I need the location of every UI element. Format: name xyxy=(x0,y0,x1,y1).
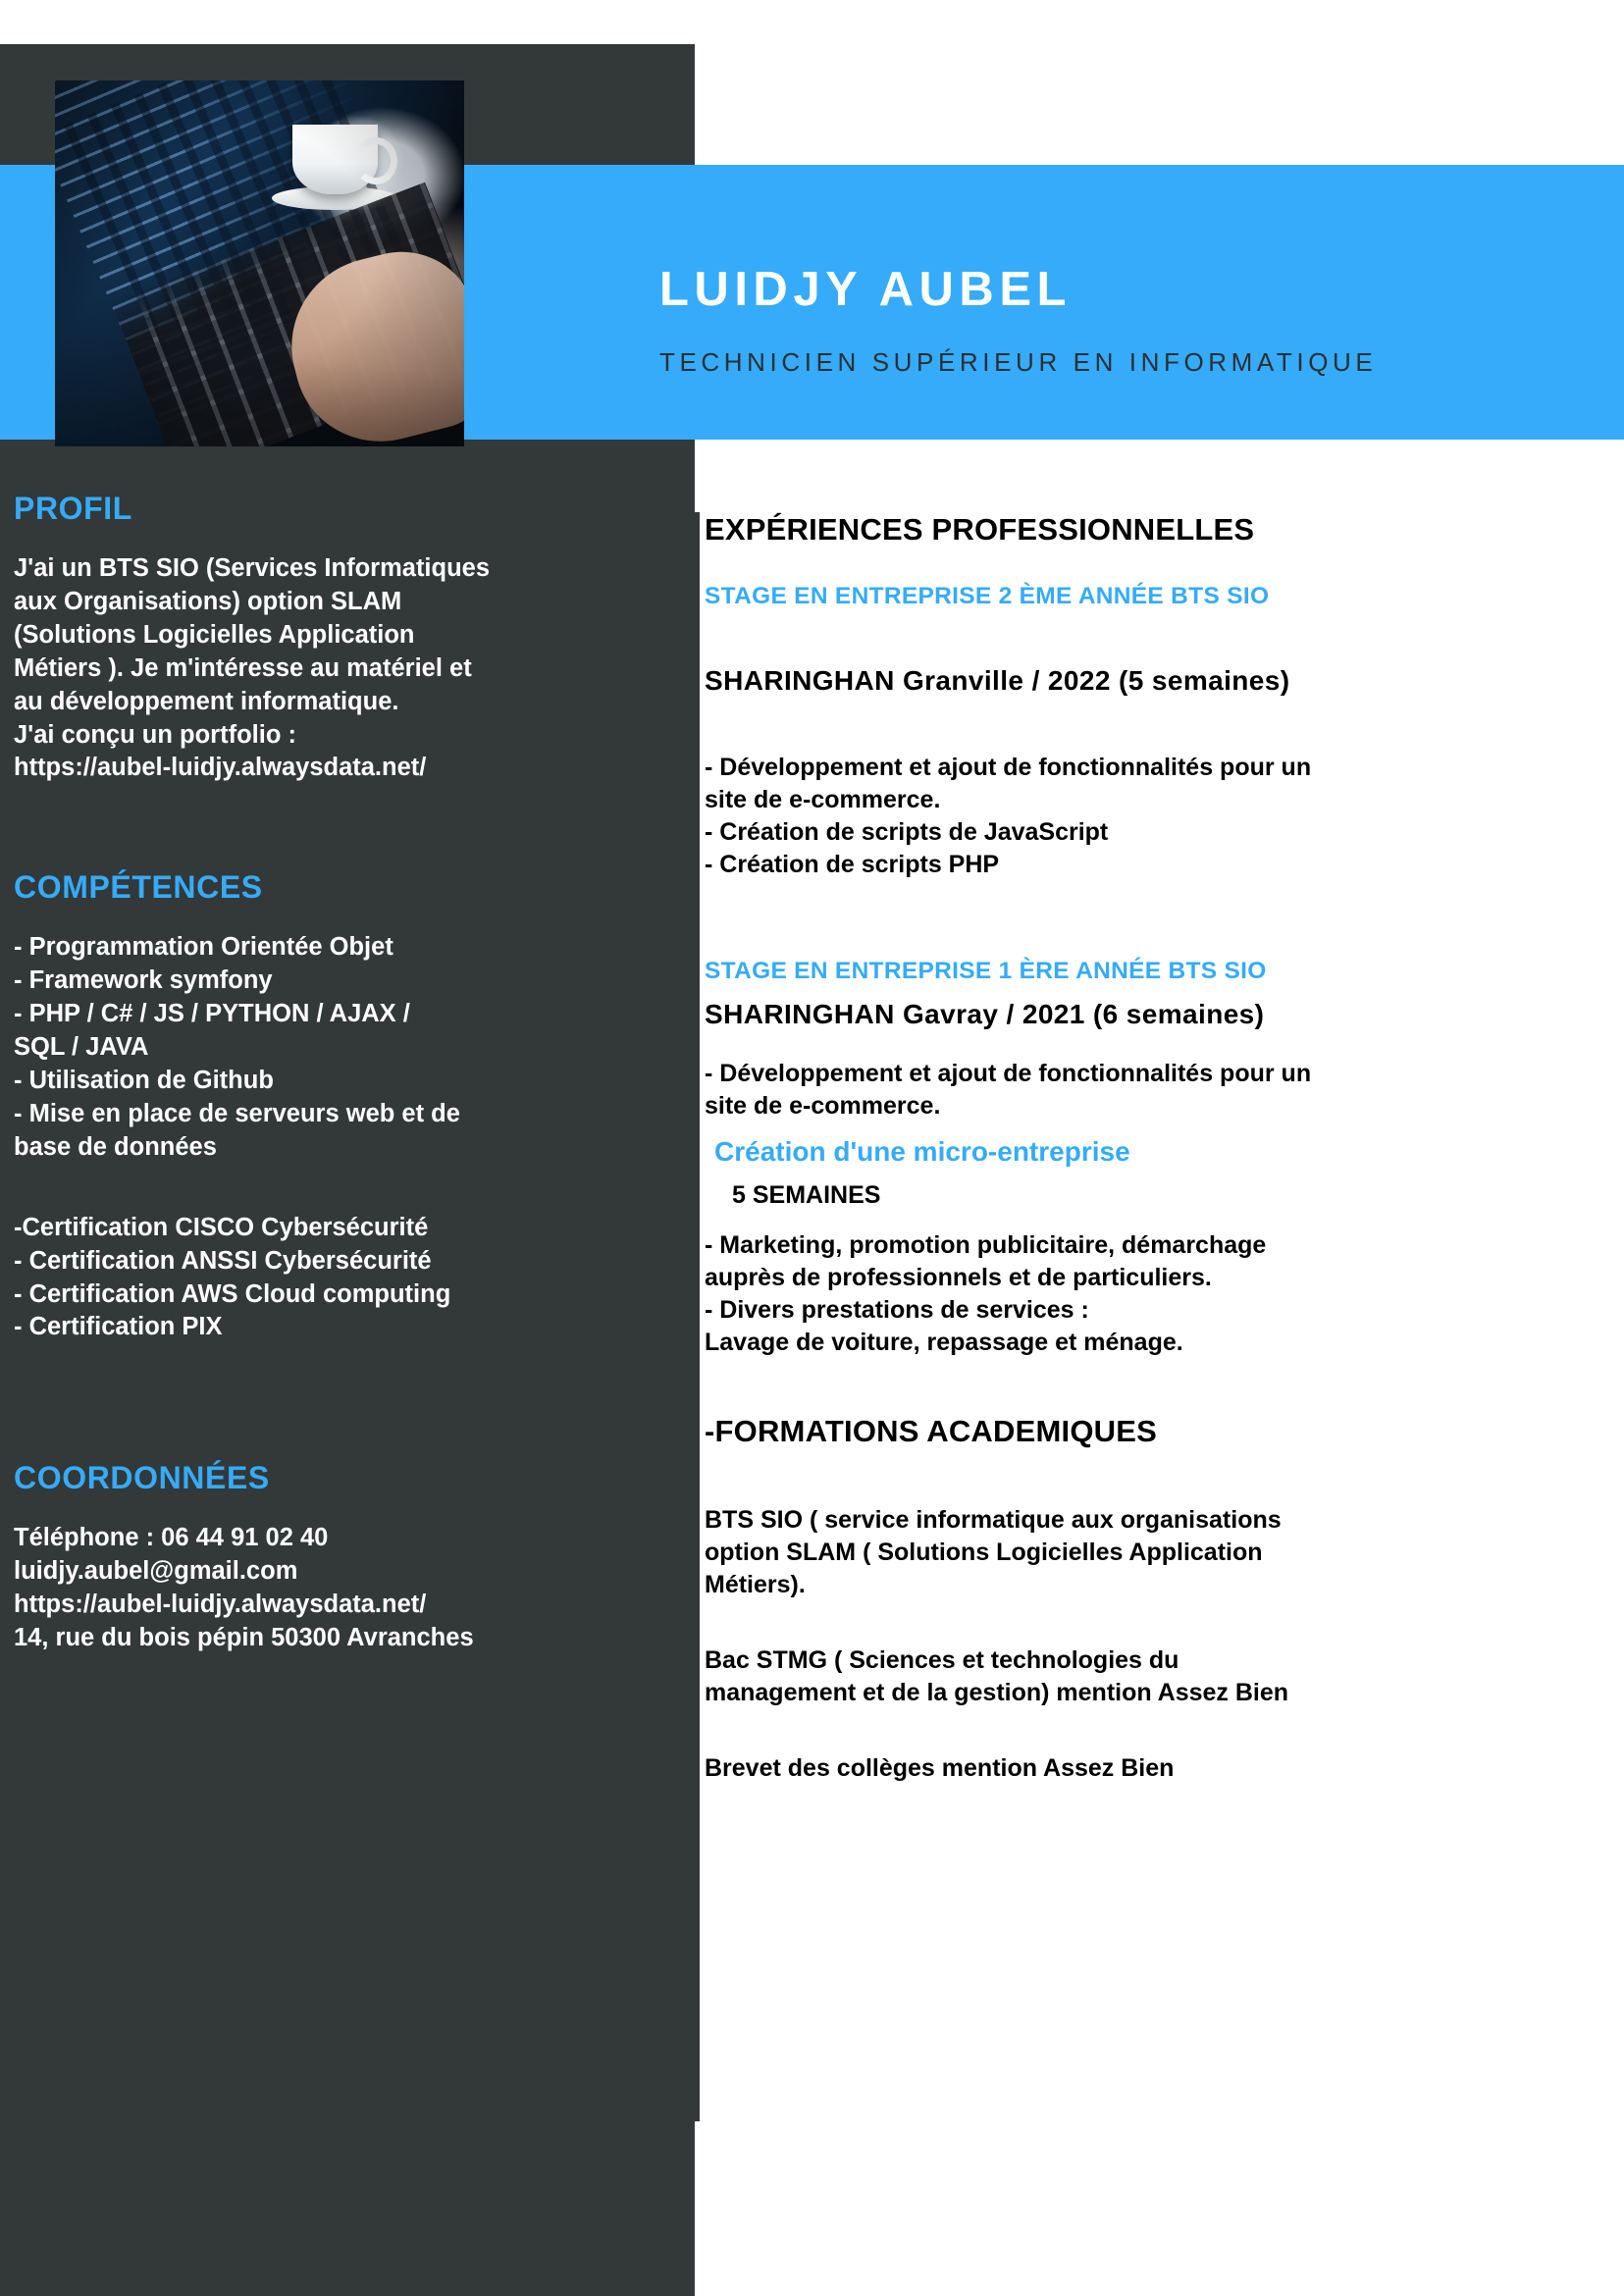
spacer xyxy=(705,1122,1568,1136)
spacer xyxy=(705,1210,1568,1229)
list-item: auprès de professionnels et de particuliers. xyxy=(705,1264,1212,1291)
list-item: - Création de scripts PHP xyxy=(705,851,1000,878)
spacer xyxy=(705,1168,1568,1181)
list-item: - Développement et ajout de fonctionnalités pour un xyxy=(705,1060,1312,1087)
profil-paragraph xyxy=(14,552,661,785)
section-heading-profil: PROFIL xyxy=(14,491,132,526)
laptop-coding-photo xyxy=(55,80,464,446)
profil-line: J'ai conçu un portfolio : xyxy=(14,720,296,749)
photo-vignette xyxy=(55,80,464,446)
list-item: site de e-commerce. xyxy=(705,1092,941,1120)
formation-line: Bac STMG ( Sciences et technologies du xyxy=(705,1646,1179,1674)
list-item: - Création de scripts de JavaScript xyxy=(705,818,1109,846)
stage2-bullets xyxy=(705,752,1568,881)
list-item: - Framework symfony xyxy=(14,966,273,995)
left-column xyxy=(14,491,661,1655)
profil-line: J'ai un BTS SIO (Services Informatiques xyxy=(14,554,491,582)
spacer xyxy=(705,1601,1568,1644)
spacer xyxy=(14,785,661,869)
micro-entreprise-heading: Création d'une micro-entreprise xyxy=(714,1136,1130,1167)
website-line[interactable]: https://aubel-luidjy.alwaysdata.net/ xyxy=(14,1591,427,1619)
portfolio-url[interactable]: https://aubel-luidjy.alwaysdata.net/ xyxy=(14,754,427,782)
spacer xyxy=(705,697,1568,752)
spacer xyxy=(705,881,1568,958)
phone-line[interactable]: Téléphone : 06 44 91 02 40 xyxy=(14,1524,329,1552)
formation-entry-bac xyxy=(705,1644,1568,1709)
stage2-subheading: STAGE EN ENTREPRISE 2 ÈME ANNÉE BTS SIO xyxy=(705,583,1270,609)
formation-line: management et de la gestion) mention Assez Bien xyxy=(705,1679,1289,1706)
micro-entreprise-bullets xyxy=(705,1229,1568,1359)
section-heading-formations: -FORMATIONS ACADEMIQUES xyxy=(705,1414,1157,1448)
section-heading-coordonnees: COORDONNÉES xyxy=(14,1460,270,1496)
page-title: LUIDJY AUBEL xyxy=(659,263,1072,316)
list-item: - Développement et ajout de fonctionnalités pour un xyxy=(705,754,1312,781)
profil-line: au développement informatique. xyxy=(14,687,399,715)
stage1-bullets xyxy=(705,1058,1568,1122)
section-heading-experiences: EXPÉRIENCES PROFESSIONNELLES xyxy=(705,512,1255,547)
formation-line: Brevet des collèges mention Assez Bien xyxy=(705,1754,1175,1782)
spacer xyxy=(705,1030,1568,1058)
certifications-list xyxy=(14,1212,661,1345)
right-column xyxy=(705,512,1568,1785)
section-heading-competences: COMPÉTENCES xyxy=(14,869,263,906)
spacer xyxy=(705,610,1568,665)
spacer xyxy=(705,985,1568,999)
stage1-subheading: STAGE EN ENTREPRISE 1 ÈRE ANNÉE BTS SIO xyxy=(705,958,1267,984)
list-item: - Divers prestations de services : xyxy=(705,1296,1089,1324)
formation-entry-brevet xyxy=(705,1752,1568,1785)
list-item: - Certification PIX xyxy=(14,1313,223,1341)
list-item: -Certification CISCO Cybersécurité xyxy=(14,1213,429,1241)
spacer xyxy=(705,1449,1568,1504)
list-item: - Mise en place de serveurs web et de xyxy=(14,1099,460,1127)
stage2-organisation: SHARINGHAN Granville / 2022 (5 semaines) xyxy=(705,665,1290,696)
list-item: - Certification ANSSI Cybersécurité xyxy=(14,1246,432,1275)
spacer xyxy=(14,1344,661,1460)
list-item: site de e-commerce. xyxy=(705,786,941,813)
spacer xyxy=(705,1359,1568,1414)
profil-line: Métiers ). Je m'intéresse au matériel et xyxy=(14,653,472,682)
list-item: - Programmation Orientée Objet xyxy=(14,933,393,962)
list-item: Lavage de voiture, repassage et ménage. xyxy=(705,1329,1183,1356)
list-item: - Certification AWS Cloud computing xyxy=(14,1279,451,1308)
formation-line: Métiers). xyxy=(705,1571,806,1598)
spacer xyxy=(14,1165,661,1212)
contact-list xyxy=(14,1522,661,1655)
formation-entry-bts xyxy=(705,1504,1568,1601)
spacer xyxy=(705,1709,1568,1752)
competences-list xyxy=(14,931,661,1164)
list-item: - Marketing, promotion publicitaire, démarchage xyxy=(705,1231,1267,1259)
right-column-rail xyxy=(695,512,700,2121)
formation-line: option SLAM ( Solutions Logicielles Application xyxy=(705,1539,1263,1566)
micro-entreprise-duration: 5 SEMAINES xyxy=(732,1181,881,1209)
profil-line: (Solutions Logicielles Application xyxy=(14,620,415,649)
header-text-block xyxy=(659,265,1543,377)
email-line[interactable]: luidjy.aubel@gmail.com xyxy=(14,1557,298,1586)
formation-line: BTS SIO ( service informatique aux organisations xyxy=(705,1506,1282,1534)
list-item: - Utilisation de Github xyxy=(14,1066,274,1094)
spacer xyxy=(705,548,1568,583)
list-item: - PHP / C# / JS / PYTHON / AJAX / xyxy=(14,1000,410,1028)
job-title: TECHNICIEN SUPÉRIEUR EN INFORMATIQUE xyxy=(659,347,1378,378)
stage1-organisation: SHARINGHAN Gavray / 2021 (6 semaines) xyxy=(705,999,1265,1029)
list-item: SQL / JAVA xyxy=(14,1033,149,1062)
profil-line: aux Organisations) option SLAM xyxy=(14,587,402,615)
list-item: base de données xyxy=(14,1132,217,1161)
address-line: 14, rue du bois pépin 50300 Avranches xyxy=(14,1624,474,1652)
